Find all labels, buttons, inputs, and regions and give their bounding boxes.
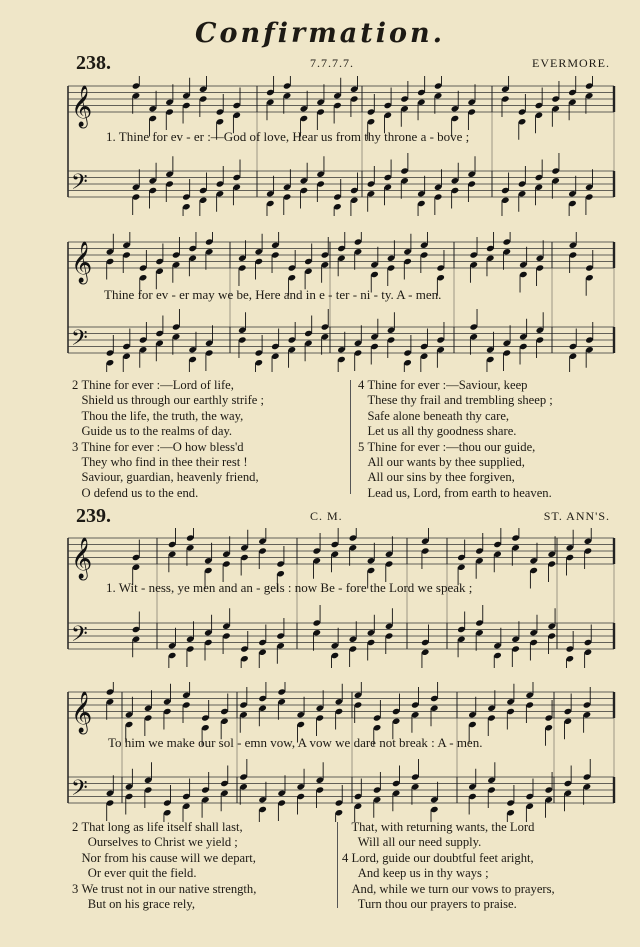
music-staff-system [62,528,622,668]
hymn-number: 238. [76,52,111,74]
verse-line: And, while we turn our vows to prayers, [342,881,555,896]
bass-staff [68,309,614,372]
verse-line: These thy frail and trembling sheep ; [358,393,553,408]
treble-clef-icon: 𝄞 [71,692,93,733]
page-title: Confirmation. [194,18,446,49]
verse-line: 4 Lord, guide our doubtful feet aright, [342,850,534,865]
verses-right-column [342,820,592,912]
hymn-number: 239. [76,505,111,527]
verse-line: That, with returning wants, the Lord [342,820,535,834]
hymn-238-header [70,52,610,74]
hymn-tune-name: ST. ANN'S. [543,509,610,523]
bass-staff [68,605,614,668]
verse-line: Or ever quit the field. [72,866,197,881]
verse-line: 3 Thine for ever :—O how bless'd [72,439,244,454]
verse-line: 2 That long as life itself shall last, [72,820,243,834]
lyric-line: To him we make our sol - emn vow, A vow we dare not break : A - men. [108,735,483,750]
verse-line: Nor from his cause will we depart, [72,850,256,865]
verse-line: Safe alone beneath thy care, [358,408,510,423]
verse-line: Turn thou our prayers to praise. [342,897,517,912]
music-system-239-2 [62,682,622,822]
music-staff-system [62,76,622,216]
bass-staff [68,153,614,216]
lyric-line: 1. Thine for ev - er :—God of love, Hear us from thy throne a - bove ; [106,129,470,144]
verse-line: Ourselves to Christ we yield ; [72,835,238,850]
verse-line: They who find in thee their rest ! [72,455,248,470]
music-system-239-1 [62,528,622,668]
verse-line: All our wants by thee supplied, [358,455,525,470]
lyric-line: 1. Wit - ness, ye men and an - gels : now Be - fore the Lord we speak ; [106,580,473,595]
hymn-239-header [70,505,610,527]
verse-line: All our sins by thee forgiven, [358,470,515,485]
verses-left-column [72,378,322,501]
verse-line: 4 Thine for ever :—Saviour, keep [358,378,528,392]
bass-clef-icon: 𝄢 [71,170,88,200]
bass-clef-icon: 𝄢 [71,622,88,652]
treble-clef-icon: 𝄞 [71,242,93,283]
verse-line: Let us all thy goodness share. [358,424,517,439]
verse-line: 2 Thine for ever :—Lord of life, [72,378,234,392]
lyric-line: Thine for ev - er may we be, Here and in e - ter - ni - ty. A - men. [104,287,442,302]
bass-clef-icon: 𝄢 [71,326,88,356]
bass-staff [68,759,614,822]
hymn-238-verses [72,378,612,502]
verse-line: O defend us to the end. [72,485,199,500]
verse-line: Lead us, Lord, from earth to heaven. [358,485,552,500]
bass-clef-icon: 𝄢 [71,776,88,806]
verse-line: 5 Thine for ever :—thou our guide, [358,439,536,454]
verse-line: Thou the life, the truth, the way, [72,408,244,423]
hymn-tune-name: EVERMORE. [532,56,610,70]
music-staff-system [62,682,622,822]
verses-right-column [358,378,608,501]
verses-left-column [72,820,322,912]
verse-line: Will all our need supply. [342,835,482,850]
treble-clef-icon: 𝄞 [71,538,93,579]
hymn-239-verses [72,820,612,916]
verse-line: But on his grace rely, [72,897,195,912]
column-divider [350,380,351,494]
treble-clef-icon: 𝄞 [71,86,93,127]
music-system-238-1 [62,76,622,216]
column-divider [337,822,338,908]
verse-line: Saviour, guardian, heavenly friend, [72,470,259,485]
verse-line: And keep us in thy ways ; [342,866,489,881]
verse-line: 3 We trust not in our native strength, [72,881,257,896]
verse-line: Guide us to the realms of day. [72,424,233,439]
hymn-meter: 7.7.7.7. [310,56,354,70]
verse-line: Shield us through our earthly strife ; [72,393,265,408]
hymn-meter: C. M. [310,509,343,523]
